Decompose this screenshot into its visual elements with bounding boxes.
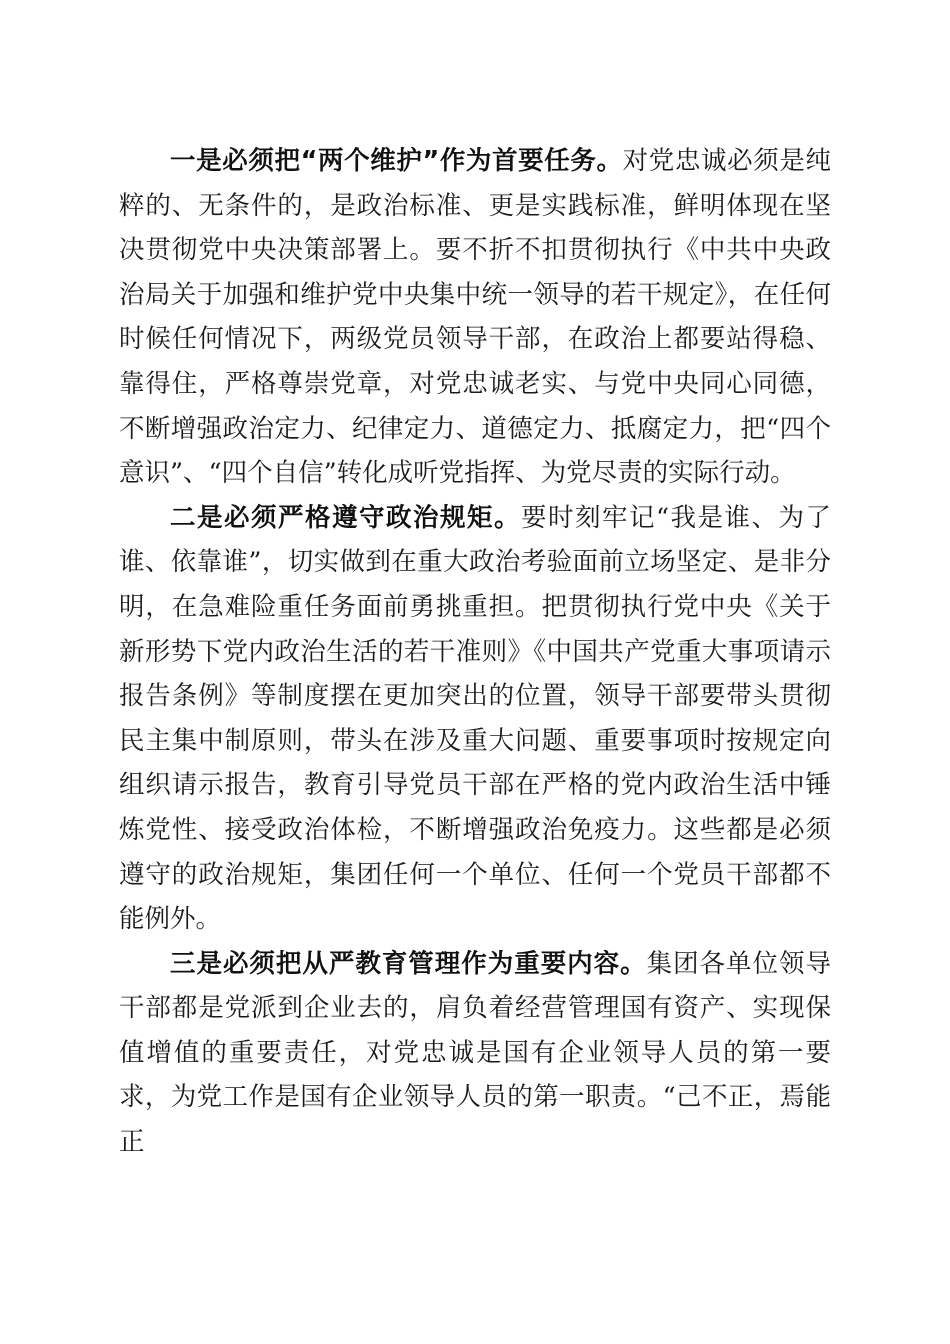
paragraph-2-body: 要时刻牢记“我是谁、为了谁、依靠谁”，切实做到在重大政治考验面前立场坚定、是非分明，在急难险重任务面前勇挑重担。把贯彻执行党中央《关于新形势下党内政治生活的若干准则》《中国共产党重大事项请示报告条例》等制度摆在更加突出的位置，领导干部要带头贯彻民主集中制原则，带头在涉及重大问题、重要事项时按规定向组织请示报告，教育引导党员干部在严格的党内政治生活中锤炼党性、接受政治体检，不断增强政治免疫力。这些都是必须遵守的政治规矩，集团任何一个单位、任何一个党员干部都不能例外。 <box>119 502 831 935</box>
paragraph-3 <box>119 942 831 1165</box>
paragraph-3-lead: 三是必须把从严教育管理作为重要内容。 <box>170 948 647 979</box>
paragraph-1-body: 对党忠诚必须是纯粹的、无条件的，是政治标准、更是实践标准，鲜明体现在坚决贯彻党中央决策部署上。要不折不扣贯彻执行《中共中央政治局关于加强和维护党中央集中统一领导的若干规定》，在任何时候任何情况下，两级党员领导干部，在政治上都要站得稳、靠得住，严格尊崇党章，对党忠诚老实、与党中央同心同德，不断增强政治定力、纪律定力、道德定力、抵腐定力，把“四个意识”、“四个自信”转化成听党指挥、为党尽责的实际行动。 <box>119 146 831 489</box>
paragraph-1 <box>119 139 831 496</box>
paragraph-1-lead: 一是必须把“两个维护”作为首要任务。 <box>170 146 623 176</box>
paragraph-3-body: 集团各单位领导干部都是党派到企业去的，肩负着经营管理国有资产、实现保值增值的重要责任，对党忠诚是国有企业领导人员的第一要求，为党工作是国有企业领导人员的第一职责。“己不正，焉能正 <box>119 948 831 1158</box>
paragraph-2-lead: 二是必须严格遵守政治规矩。 <box>170 502 521 533</box>
document-body <box>119 139 831 1165</box>
paragraph-2 <box>119 496 831 942</box>
